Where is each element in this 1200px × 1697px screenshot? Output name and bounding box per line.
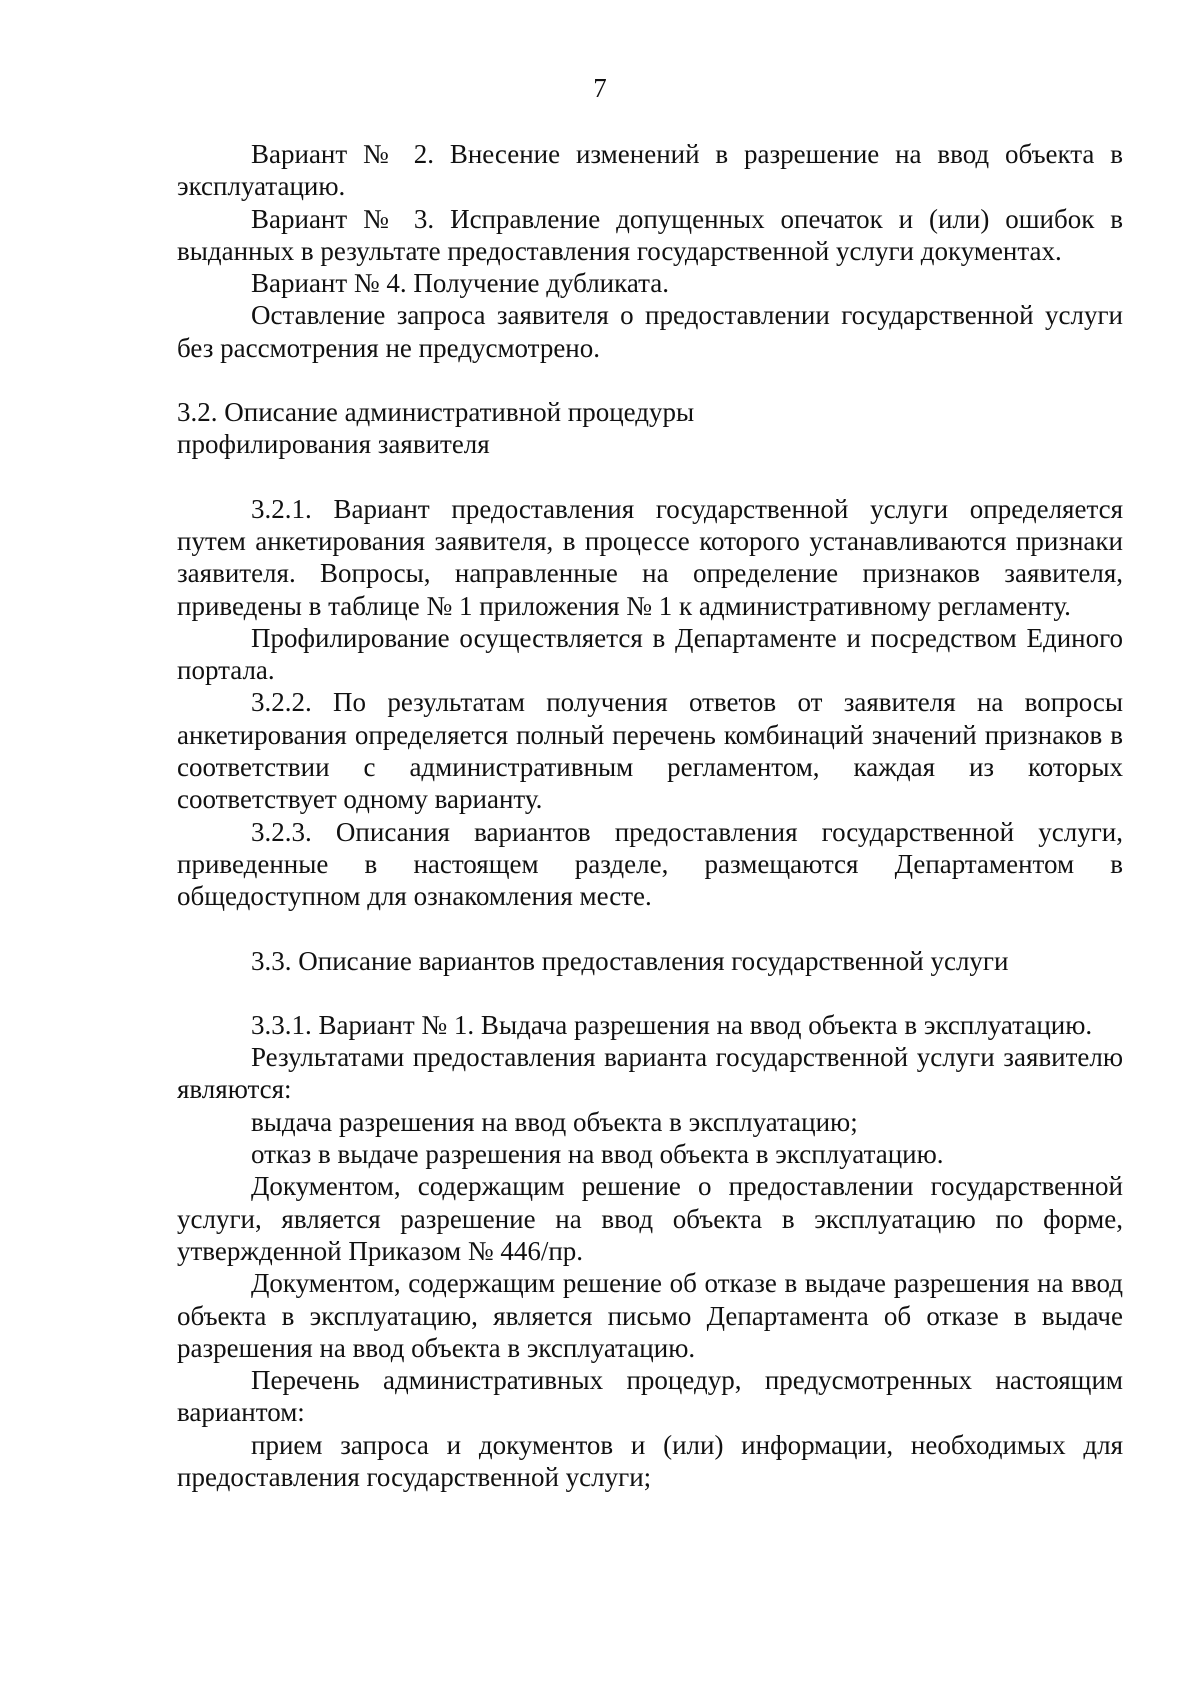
paragraph-result-refusal: отказ в выдаче разрешения на ввод объекта в эксплуатацию. [251, 1139, 944, 1170]
paragraph-results: Результатами предоставления варианта государственной услуги заявителю являются: [177, 1042, 1123, 1105]
document-body [177, 138, 1123, 1493]
page-number: 7 [593, 73, 607, 103]
spacer [177, 977, 1123, 1009]
paragraph-3-3-1: 3.3.1. Вариант № 1. Выдача разрешения на ввод объекта в эксплуатацию. [251, 1009, 1093, 1040]
paragraph-variant-2: Вариант № 2. Внесение изменений в разрешение на ввод объекта в эксплуатацию. [177, 139, 1123, 202]
paragraph-result-issue: выдача разрешения на ввод объекта в эксплуатацию; [251, 1106, 858, 1137]
paragraph-3-2-2: 3.2.2. По результатам получения ответов от заявителя на вопросы анкетирования определяется полный перечень комбинаций значений признаков в соответствии с административным регламентом, каждая из которых соответствует одному варианту. [177, 687, 1123, 815]
paragraph-procedures-list: Перечень административных процедур, предусмотренных настоящим вариантом: [177, 1365, 1123, 1428]
paragraph-variant-3: Вариант № 3. Исправление допущенных опечаток и (или) ошибок в выданных в результате предоставления государственной услуги документах. [177, 203, 1123, 266]
paragraph-procedure-intake: прием запроса и документов и (или) информации, необходимых для предоставления государственной услуги; [177, 1429, 1123, 1492]
section-heading-3-2-line1: 3.2. Описание административной процедуры [177, 397, 695, 428]
section-heading-3-2-line2: профилирования заявителя [177, 429, 490, 460]
paragraph-profiling: Профилирование осуществляется в Департаменте и посредством Единого портала. [177, 622, 1123, 686]
spacer [177, 364, 1123, 396]
paragraph-refusal-document: Документом, содержащим решение об отказе в выдаче разрешения на ввод объекта в эксплуатацию, является письмо Департамента об отказе в выдаче разрешения на ввод объекта в эксплуатацию. [177, 1268, 1123, 1363]
paragraph-variant-4: Вариант № 4. Получение дубликата. [251, 268, 669, 299]
paragraph-decision-document: Документом, содержащим решение о предоставлении государственной услуги, является разрешение на ввод объекта в эксплуатацию по форме, утвержденной Приказом № 446/пр. [177, 1171, 1123, 1266]
paragraph-3-2-1: 3.2.1. Вариант предоставления государственной услуги определяется путем анкетирования заявителя, в процессе которого устанавливаются признаки заявителя. Вопросы, направленные на определение признаков заявителя, приведены в таблице № 1 приложения № 1 к административному регламенту. [177, 493, 1123, 621]
spacer [177, 913, 1123, 945]
paragraph-3-2-3: 3.2.3. Описания вариантов предоставления государственной услуги, приведенные в настоящем разделе, размещаются Департаментом в общедоступном для ознакомления месте. [177, 816, 1123, 912]
section-heading-3-3: 3.3. Описание вариантов предоставления государственной услуги [251, 945, 1009, 976]
paragraph-no-review: Оставление запроса заявителя о предоставлении государственной услуги без рассмотрения не предусмотрено. [177, 300, 1123, 363]
spacer [177, 461, 1123, 493]
